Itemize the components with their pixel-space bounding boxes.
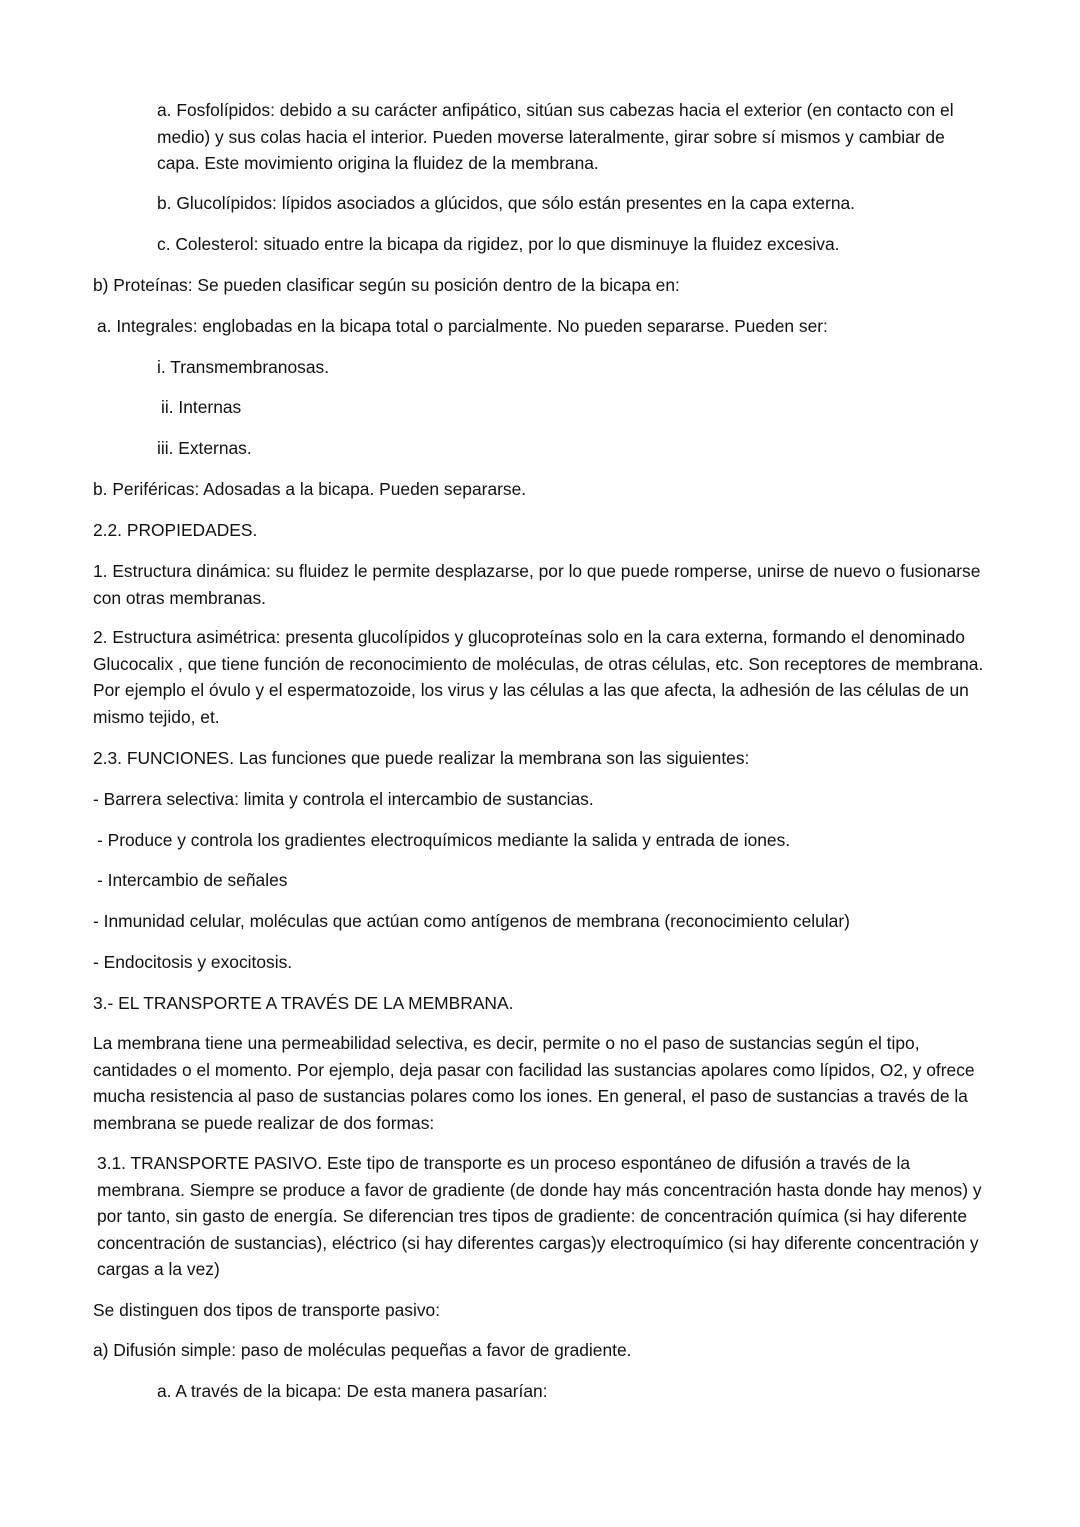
- paragraph-perifericas: b. Periféricas: Adosadas a la bicapa. Pueden separarse.: [93, 479, 527, 499]
- list-item-senales: - Intercambio de señales: [97, 870, 288, 890]
- section-heading-funciones: 2.3. FUNCIONES. Las funciones que puede realizar la membrana son las siguientes:: [93, 748, 750, 768]
- paragraph-transporte-pasivo: 3.1. TRANSPORTE PASIVO. Este tipo de transporte es un proceso espontáneo de difusión a través de la membrana. Siempre se produce a favor de gradiente (de donde hay más concentración hasta donde hay menos) y por tanto, sin gasto de energía. Se diferencian tres tipos de gradiente: de concentración química (si hay diferente concentración de sustancias), eléctrico (si hay diferentes cargas)y electroquímico (si hay diferente concentración y cargas a la vez): [97, 1153, 982, 1279]
- list-item-transmembranosas: i. Transmembranosas.: [157, 357, 330, 377]
- paragraph-proteinas: b) Proteínas: Se pueden clasificar según su posición dentro de la bicapa en:: [93, 275, 680, 295]
- paragraph-fosfolipidos: a. Fosfolípidos: debido a su carácter anfipático, sitúan sus cabezas hacia el exterior (en contacto con el medio) y sus colas hacia el interior. Pueden moverse lateralmente, girar sobre sí mismos y cambiar de capa. Este movimiento origina la fluidez de la membrana.: [157, 100, 954, 173]
- section-heading-propiedades: 2.2. PROPIEDADES.: [93, 520, 258, 540]
- paragraph-glucolipidos: b. Glucolípidos: lípidos asociados a glúcidos, que sólo están presentes en la capa externa.: [157, 193, 855, 213]
- list-item-gradientes: - Produce y controla los gradientes electroquímicos mediante la salida y entrada de iones.: [97, 830, 791, 850]
- paragraph-difusion-simple: a) Difusión simple: paso de moléculas pequeñas a favor de gradiente.: [93, 1340, 632, 1360]
- paragraph-bicapa: a. A través de la bicapa: De esta manera pasarían:: [157, 1381, 548, 1401]
- list-item-internas: ii. Internas: [161, 397, 242, 417]
- paragraph-estructura-dinamica: 1. Estructura dinámica: su fluidez le permite desplazarse, por lo que puede romperse, unirse de nuevo o fusionarse con otras membranas.: [93, 561, 981, 608]
- paragraph-tipos-pasivo: Se distinguen dos tipos de transporte pasivo:: [93, 1300, 441, 1320]
- paragraph-integrales: a. Integrales: englobadas en la bicapa total o parcialmente. No pueden separarse. Pueden ser:: [97, 316, 828, 336]
- list-item-inmunidad: - Inmunidad celular, moléculas que actúan como antígenos de membrana (reconocimiento celular): [93, 911, 850, 931]
- section-heading-transporte: 3.- EL TRANSPORTE A TRAVÉS DE LA MEMBRANA.: [93, 993, 514, 1013]
- list-item-barrera: - Barrera selectiva: limita y controla el intercambio de sustancias.: [93, 789, 594, 809]
- paragraph-permeabilidad: La membrana tiene una permeabilidad selectiva, es decir, permite o no el paso de sustancias según el tipo, cantidades o el momento. Por ejemplo, deja pasar con facilidad las sustancias apolares como lípidos, O2, y ofrece mucha resistencia al paso de sustancias polares como los iones. En general, el paso de sustancias a través de la membrana se puede realizar de dos formas:: [93, 1033, 975, 1133]
- list-item-externas: iii. Externas.: [157, 438, 252, 458]
- list-item-endocitosis: - Endocitosis y exocitosis.: [93, 952, 293, 972]
- paragraph-colesterol: c. Colesterol: situado entre la bicapa da rigidez, por lo que disminuye la fluidez excesiva.: [157, 234, 840, 254]
- paragraph-estructura-asimetrica: 2. Estructura asimétrica: presenta glucolípidos y glucoproteínas solo en la cara externa, formando el denominado Glucocalix , que tiene función de reconocimiento de moléculas, de otras células, etc. Son receptores de membrana. Por ejemplo el óvulo y el espermatozoide, los virus y las células a las que afecta, la adhesión de las células de un mismo tejido, et.: [93, 627, 984, 727]
